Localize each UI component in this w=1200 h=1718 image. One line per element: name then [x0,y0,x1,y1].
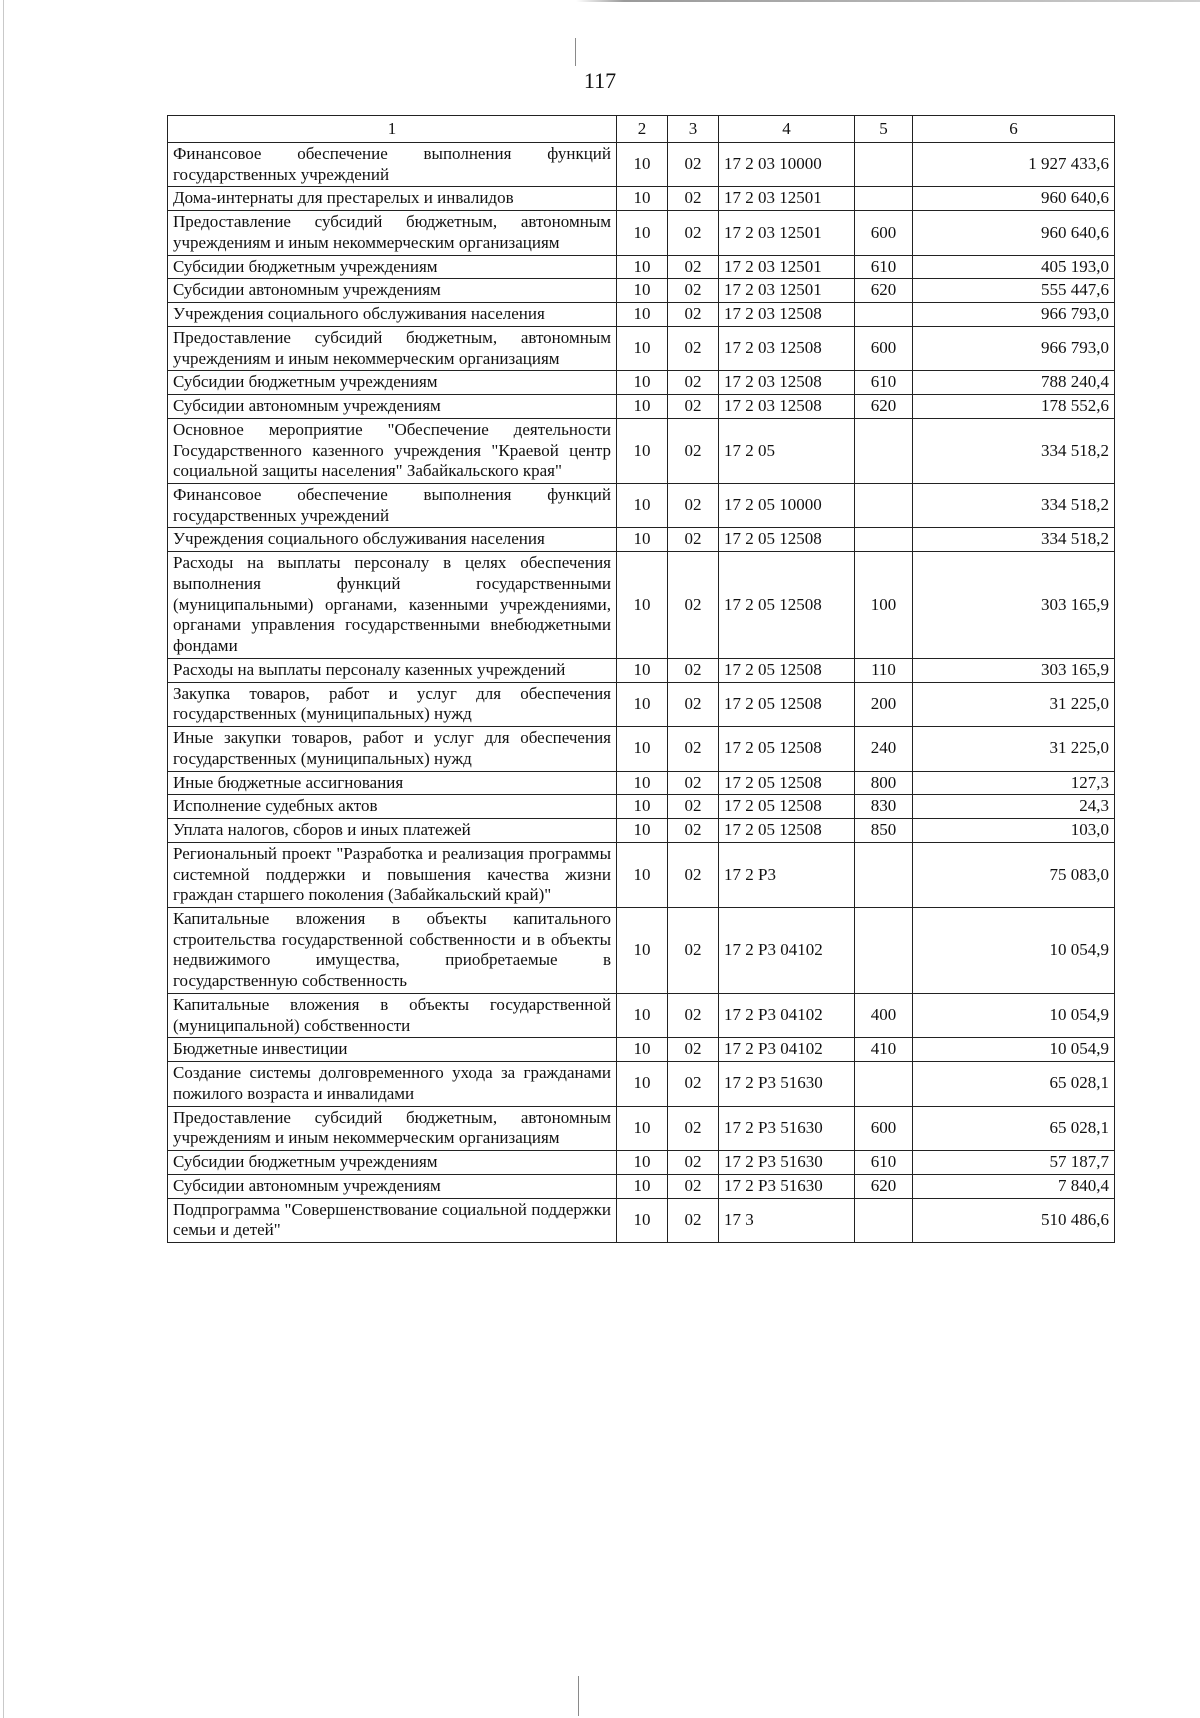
row-name: Бюджетные инвестиции [168,1038,617,1062]
row-section: 10 [617,1106,668,1150]
column-header: 2 [617,116,668,143]
row-section: 10 [617,528,668,552]
row-expense-type [855,528,913,552]
row-name: Субсидии автономным учреждениям [168,279,617,303]
row-subsection: 02 [668,255,719,279]
row-section: 10 [617,1198,668,1242]
row-amount: 334 518,2 [913,418,1115,483]
row-name: Субсидии автономным учреждениям [168,1174,617,1198]
table-row [168,1106,1115,1150]
column-header: 1 [168,116,617,143]
row-section: 10 [617,1151,668,1175]
row-target-code: 17 2 03 12501 [719,279,855,303]
row-subsection: 02 [668,1198,719,1242]
row-expense-type: 620 [855,395,913,419]
table-row [168,326,1115,370]
row-target-code: 17 2 03 10000 [719,143,855,187]
row-amount: 334 518,2 [913,484,1115,528]
row-target-code: 17 2 03 12508 [719,371,855,395]
row-expense-type: 200 [855,682,913,726]
row-name: Учреждения социального обслуживания населения [168,303,617,327]
row-name: Расходы на выплаты персоналу в целях обеспечения выполнения функций государственными (муниципальными) органами, казенными учреждениями, органами управления государственными внебюджетными фондами [168,552,617,659]
row-target-code: 17 2 03 12508 [719,326,855,370]
row-expense-type: 620 [855,1174,913,1198]
row-subsection: 02 [668,1062,719,1106]
row-amount: 960 640,6 [913,211,1115,255]
row-target-code: 17 2 05 12508 [719,727,855,771]
row-subsection: 02 [668,682,719,726]
row-expense-type: 600 [855,211,913,255]
row-target-code: 17 2 03 12501 [719,255,855,279]
row-section: 10 [617,326,668,370]
row-section: 10 [617,907,668,993]
column-header: 6 [913,116,1115,143]
row-section: 10 [617,395,668,419]
row-section: 10 [617,552,668,659]
row-subsection: 02 [668,371,719,395]
table-row [168,418,1115,483]
table-row [168,255,1115,279]
table-row [168,771,1115,795]
row-section: 10 [617,279,668,303]
row-amount: 57 187,7 [913,1151,1115,1175]
table-row [168,371,1115,395]
row-expense-type: 400 [855,993,913,1037]
table-row [168,187,1115,211]
row-section: 10 [617,771,668,795]
row-expense-type [855,1198,913,1242]
row-expense-type: 830 [855,795,913,819]
row-target-code: 17 2 P3 04102 [719,993,855,1037]
row-subsection: 02 [668,418,719,483]
row-target-code: 17 2 P3 51630 [719,1174,855,1198]
table-row [168,528,1115,552]
row-name: Региональный проект "Разработка и реализация программы системной поддержки и повышения качества жизни граждан старшего поколения (Забайкальский край)" [168,842,617,907]
table-row [168,1198,1115,1242]
row-target-code: 17 2 P3 51630 [719,1151,855,1175]
row-target-code: 17 2 P3 04102 [719,907,855,993]
row-amount: 127,3 [913,771,1115,795]
row-section: 10 [617,1062,668,1106]
row-section: 10 [617,658,668,682]
row-subsection: 02 [668,727,719,771]
row-subsection: 02 [668,1106,719,1150]
table-row [168,1062,1115,1106]
row-amount: 966 793,0 [913,326,1115,370]
row-target-code: 17 2 03 12508 [719,303,855,327]
row-amount: 334 518,2 [913,528,1115,552]
row-name: Финансовое обеспечение выполнения функций государственных учреждений [168,484,617,528]
row-amount: 178 552,6 [913,395,1115,419]
row-subsection: 02 [668,1174,719,1198]
row-amount: 10 054,9 [913,907,1115,993]
row-expense-type: 410 [855,1038,913,1062]
row-amount: 31 225,0 [913,682,1115,726]
column-header: 5 [855,116,913,143]
row-expense-type: 610 [855,255,913,279]
row-amount: 10 054,9 [913,1038,1115,1062]
row-name: Закупка товаров, работ и услуг для обеспечения государственных (муниципальных) нужд [168,682,617,726]
row-name: Капитальные вложения в объекты капитального строительства государственной собственности и в объекты недвижимого имущества, приобретаемые в государственную собственность [168,907,617,993]
row-amount: 65 028,1 [913,1106,1115,1150]
row-amount: 788 240,4 [913,371,1115,395]
table-row [168,819,1115,843]
row-target-code: 17 2 03 12508 [719,395,855,419]
row-section: 10 [617,418,668,483]
row-name: Субсидии бюджетным учреждениям [168,371,617,395]
row-amount: 24,3 [913,795,1115,819]
row-expense-type [855,187,913,211]
table-row [168,211,1115,255]
table-row [168,143,1115,187]
table-row [168,842,1115,907]
row-target-code: 17 2 P3 04102 [719,1038,855,1062]
row-name: Иные бюджетные ассигнования [168,771,617,795]
row-target-code: 17 2 03 12501 [719,211,855,255]
row-subsection: 02 [668,187,719,211]
page-number: 117 [583,68,617,93]
row-subsection: 02 [668,771,719,795]
row-section: 10 [617,143,668,187]
row-section: 10 [617,682,668,726]
row-expense-type: 850 [855,819,913,843]
row-subsection: 02 [668,326,719,370]
row-target-code: 17 2 05 12508 [719,528,855,552]
row-name: Предоставление субсидий бюджетным, автономным учреждениям и иным некоммерческим организациям [168,1106,617,1150]
table-row [168,658,1115,682]
row-expense-type: 610 [855,371,913,395]
table-row [168,1151,1115,1175]
row-section: 10 [617,842,668,907]
row-name: Субсидии бюджетным учреждениям [168,1151,617,1175]
row-target-code: 17 2 05 12508 [719,682,855,726]
row-target-code: 17 2 05 12508 [719,819,855,843]
row-target-code: 17 2 P3 51630 [719,1106,855,1150]
row-subsection: 02 [668,528,719,552]
row-name: Предоставление субсидий бюджетным, автономным учреждениям и иным некоммерческим организациям [168,326,617,370]
row-subsection: 02 [668,552,719,659]
row-amount: 303 165,9 [913,552,1115,659]
row-name: Подпрограмма "Совершенствование социальной поддержки семьи и детей" [168,1198,617,1242]
row-section: 10 [617,1174,668,1198]
row-section: 10 [617,727,668,771]
scan-tick-mark [575,38,576,66]
row-expense-type: 240 [855,727,913,771]
row-amount: 510 486,6 [913,1198,1115,1242]
row-expense-type [855,484,913,528]
row-amount: 7 840,4 [913,1174,1115,1198]
row-target-code: 17 2 05 [719,418,855,483]
row-name: Субсидии бюджетным учреждениям [168,255,617,279]
column-header: 4 [719,116,855,143]
table-row [168,795,1115,819]
row-subsection: 02 [668,303,719,327]
column-header: 3 [668,116,719,143]
table-row [168,727,1115,771]
row-amount: 960 640,6 [913,187,1115,211]
row-subsection: 02 [668,1038,719,1062]
row-subsection: 02 [668,395,719,419]
row-expense-type: 100 [855,552,913,659]
table-row [168,907,1115,993]
row-name: Создание системы долговременного ухода за гражданами пожилого возраста и инвалидами [168,1062,617,1106]
row-amount: 31 225,0 [913,727,1115,771]
row-expense-type [855,143,913,187]
row-expense-type: 110 [855,658,913,682]
row-section: 10 [617,484,668,528]
row-expense-type: 600 [855,1106,913,1150]
row-expense-type: 600 [855,326,913,370]
row-amount: 405 193,0 [913,255,1115,279]
table-row [168,1174,1115,1198]
row-expense-type: 800 [855,771,913,795]
row-amount: 555 447,6 [913,279,1115,303]
scan-left-edge [3,0,4,1718]
row-section: 10 [617,1038,668,1062]
row-section: 10 [617,187,668,211]
table-row [168,1038,1115,1062]
row-expense-type: 610 [855,1151,913,1175]
row-name: Финансовое обеспечение выполнения функций государственных учреждений [168,143,617,187]
row-subsection: 02 [668,279,719,303]
row-target-code: 17 2 03 12501 [719,187,855,211]
row-name: Исполнение судебных актов [168,795,617,819]
table-row [168,552,1115,659]
row-name: Расходы на выплаты персоналу казенных учреждений [168,658,617,682]
row-name: Дома-интернаты для престарелых и инвалидов [168,187,617,211]
row-section: 10 [617,211,668,255]
row-target-code: 17 2 05 10000 [719,484,855,528]
scan-tick-mark [578,1676,579,1716]
table-row [168,395,1115,419]
row-amount: 303 165,9 [913,658,1115,682]
row-name: Уплата налогов, сборов и иных платежей [168,819,617,843]
row-target-code: 17 2 P3 [719,842,855,907]
row-subsection: 02 [668,907,719,993]
row-amount: 1 927 433,6 [913,143,1115,187]
row-amount: 75 083,0 [913,842,1115,907]
row-amount: 966 793,0 [913,303,1115,327]
row-section: 10 [617,371,668,395]
scan-top-edge [0,0,1200,2]
row-expense-type [855,1062,913,1106]
row-amount: 10 054,9 [913,993,1115,1037]
row-expense-type: 620 [855,279,913,303]
row-target-code: 17 2 05 12508 [719,795,855,819]
row-name: Капитальные вложения в объекты государственной (муниципальной) собственности [168,993,617,1037]
row-subsection: 02 [668,143,719,187]
row-expense-type [855,303,913,327]
row-name: Предоставление субсидий бюджетным, автономным учреждениям и иным некоммерческим организациям [168,211,617,255]
row-section: 10 [617,795,668,819]
row-subsection: 02 [668,1151,719,1175]
row-target-code: 17 2 P3 51630 [719,1062,855,1106]
row-target-code: 17 3 [719,1198,855,1242]
budget-table [167,115,1115,1243]
row-name: Учреждения социального обслуживания населения [168,528,617,552]
row-subsection: 02 [668,993,719,1037]
row-subsection: 02 [668,484,719,528]
row-subsection: 02 [668,658,719,682]
row-expense-type [855,842,913,907]
row-name: Иные закупки товаров, работ и услуг для обеспечения государственных (муниципальных) нужд [168,727,617,771]
table-row [168,303,1115,327]
row-subsection: 02 [668,842,719,907]
row-expense-type [855,907,913,993]
row-subsection: 02 [668,795,719,819]
row-section: 10 [617,255,668,279]
table-row [168,993,1115,1037]
row-subsection: 02 [668,211,719,255]
row-section: 10 [617,819,668,843]
row-section: 10 [617,993,668,1037]
table-row [168,682,1115,726]
row-amount: 103,0 [913,819,1115,843]
row-subsection: 02 [668,819,719,843]
row-target-code: 17 2 05 12508 [719,552,855,659]
header-row [168,116,1115,143]
row-name: Основное мероприятие "Обеспечение деятельности Государственного казенного учреждения "Краевой центр социальной защиты населения" Забайкальского края" [168,418,617,483]
row-name: Субсидии автономным учреждениям [168,395,617,419]
row-amount: 65 028,1 [913,1062,1115,1106]
table-row [168,484,1115,528]
row-target-code: 17 2 05 12508 [719,658,855,682]
table-row [168,279,1115,303]
row-target-code: 17 2 05 12508 [719,771,855,795]
row-section: 10 [617,303,668,327]
row-expense-type [855,418,913,483]
